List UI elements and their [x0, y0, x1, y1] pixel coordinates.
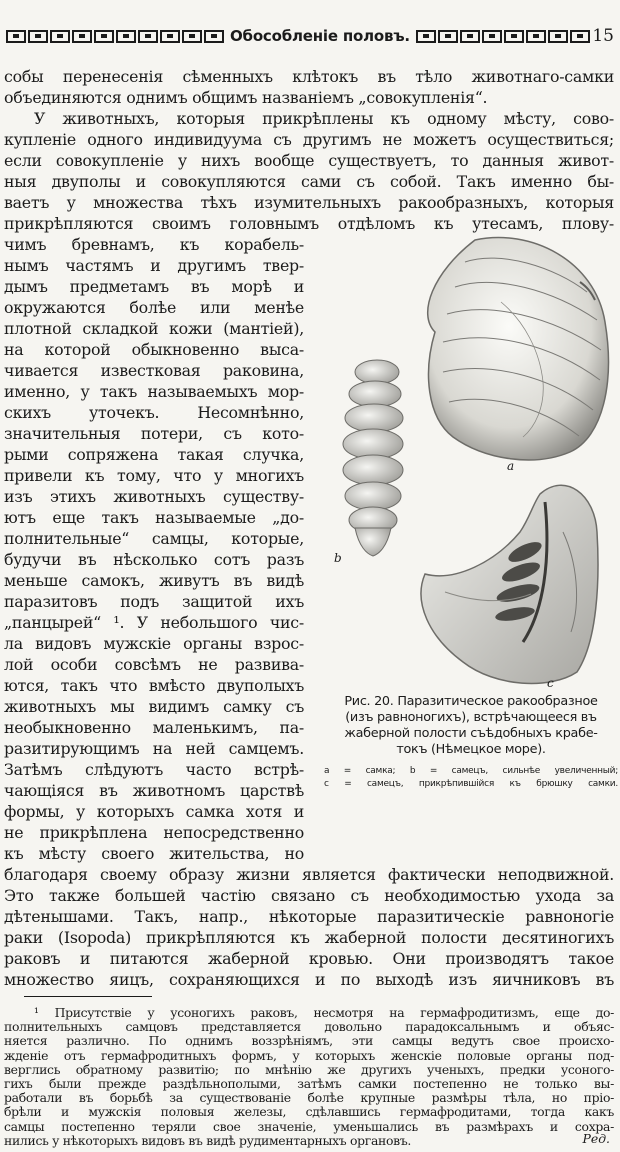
column-line: разитирующимъ на ней самцемъ.	[4, 739, 304, 758]
footnote-editor-mark: Ред.	[582, 1130, 610, 1146]
column-line: полнительные“ самцы, которые,	[4, 529, 304, 548]
column-line: лой особи совсѣмъ не развива-	[4, 655, 304, 674]
specimen-c	[421, 485, 598, 683]
column-line: чимъ бревнамъ, къ корабель-	[4, 235, 304, 254]
footnote-line: няется различно. По однимъ воззрѣніямъ, эти самцы ведутъ свое происхо-	[4, 1033, 614, 1049]
body-line: благодаря своему образу жизни является фактически неподвижной.	[4, 865, 614, 884]
column-line: ются, такъ что вмѣсто двуполыхъ	[4, 676, 304, 695]
body-line: множество яицъ, сохраняющихся и по выходѣ изъ яичниковъ въ	[4, 970, 614, 989]
figure-caption	[324, 694, 618, 758]
body-line: ныя двуполы и совокупляются сами съ собой. Такъ именно бы-	[4, 172, 614, 191]
column-line: чивается известковая раковина,	[4, 361, 304, 380]
column-line: ютъ еще такъ называемые „до-	[4, 508, 304, 527]
specimen-a	[428, 238, 609, 460]
column-line: нымъ частямъ и другимъ твер-	[4, 256, 304, 275]
footnote-line: брѣли и мужскія половыя железы, сдѣлавшись гермафродитами, тогда какъ	[4, 1104, 614, 1120]
body-line: ваетъ у множества тѣхъ изумительныхъ ракообразныхъ, которыя	[4, 193, 614, 212]
column-line: Затѣмъ слѣдуютъ часто встрѣ-	[4, 760, 304, 779]
column-line: къ мѣсту своего жительства, но	[4, 844, 304, 863]
body-line: дѣтенышами. Такъ, напр., нѣкоторые паразитическіе равноногіе	[4, 907, 614, 926]
column-line: формы, у которыхъ самка хотя и	[4, 802, 304, 821]
column-line: плотной складкой кожи (мантіей),	[4, 319, 304, 338]
body-line: собы перенесенія сѣменныхъ клѣтокъ въ тѣло животнаго-самки	[4, 67, 614, 86]
column-line: скихъ уточекъ. Несомнѣнно,	[4, 403, 304, 422]
legend-line: c = самецъ, прикрѣпившійся къ брюшку самки.	[324, 779, 618, 789]
column-line: привели къ тому, что у многихъ	[4, 466, 304, 485]
figure-label-c: c	[547, 676, 554, 690]
body-line: если совокупленіе у нихъ вообще существуетъ, то данныя живот-	[4, 151, 614, 170]
column-line: необыкновенно маленькимъ, па-	[4, 718, 304, 737]
body-line: Это также большей частію связано съ необходимостью ухода за	[4, 886, 614, 905]
column-line: ла видовъ мужскіе органы взрос-	[4, 634, 304, 653]
column-line: значительныя потери, съ кото-	[4, 424, 304, 443]
column-line: чающіяся въ животномъ царствѣ	[4, 781, 304, 800]
figure-legend	[324, 765, 618, 791]
column-line: будучи въ нѣсколько сотъ разъ	[4, 550, 304, 569]
caption-line: жаберной полости съѣдобныхъ крабе-	[344, 726, 598, 741]
figure-label-b: b	[334, 551, 342, 565]
footnote-line: ¹ Присутствіе у усоногихъ раковъ, несмотря на гермафродитизмъ, еще до-	[34, 1005, 614, 1020]
body-line: объединяются однимъ общимъ названіемъ „совокупленія“.	[4, 88, 488, 107]
caption-line: (изъ равноногихъ), встрѣчающееся въ	[345, 710, 597, 725]
body-line: раковъ и питаются жаберной кровью. Они производятъ такое	[4, 949, 614, 968]
column-line: паразитовъ подъ защитой ихъ	[4, 592, 304, 611]
figure-20-illustration	[325, 232, 617, 692]
caption-line: Рис. 20. Паразитическое ракообразное	[344, 694, 598, 709]
isopod-drawing	[325, 232, 617, 692]
footnote-line: гихъ были прежде раздѣльнополыми, затѣмъ самки постепенно не только вы-	[4, 1076, 614, 1091]
footnote-rule	[24, 996, 152, 997]
footnote-line: самцы постепенно теряли свое значеніе, уменьшались въ размѣрахъ и сохра-	[4, 1118, 614, 1134]
header-ornament-right	[416, 30, 590, 43]
specimen-b	[343, 360, 403, 556]
column-line: меньше самокъ, живутъ въ видѣ	[4, 571, 304, 590]
header-ornament-left	[6, 30, 224, 43]
column-line: на которой обыкновенно выса-	[4, 340, 304, 359]
header-title: Обособленіе половъ.	[230, 27, 410, 45]
body-line: раки (Isopoda) прикрѣпляются къ жаберной полости десятиногихъ	[4, 928, 614, 947]
caption-line: токъ (Нѣмецкое море).	[396, 742, 546, 757]
body-line: прикрѣпляются своимъ головнымъ отдѣломъ къ утесамъ, плову-	[4, 214, 614, 233]
footnote-line: работали въ борьбѣ за существованіе болѣе крупные размѣры тѣла, но пріо-	[4, 1090, 614, 1106]
figure-label-a: a	[507, 459, 515, 473]
column-line: рыми сопряжена такая случка,	[4, 445, 304, 464]
column-line: „панцырей“ ¹. У небольшого чис-	[4, 613, 304, 632]
column-line: окружаются болѣе или менѣе	[4, 298, 304, 317]
footnote-line: жденіе отъ гермафродитныхъ формъ, у которыхъ женскіе половые органы под-	[4, 1047, 614, 1063]
footnote-line: верглись обратному развитію; по мнѣнію же другихъ ученыхъ, предки усоного-	[4, 1061, 614, 1077]
column-line: не прикрѣплена непосредственно	[4, 823, 304, 842]
body-line: купленіе одного индивидуума съ другимъ не можетъ осуществиться;	[4, 130, 614, 149]
footnote-line: нились у нѣкоторыхъ видовъ въ видѣ рудиментарныхъ органовъ.	[4, 1132, 412, 1148]
running-header	[6, 26, 614, 46]
footnote-line: полнительныхъ самцовъ представляется довольно парадоксальнымъ и объяс-	[4, 1019, 614, 1035]
column-line: животныхъ мы видимъ самку съ	[4, 697, 304, 716]
legend-line: a = самка; b = самецъ, сильнѣе увеличенный;	[324, 766, 618, 776]
column-line: изъ этихъ животныхъ существу-	[4, 487, 304, 506]
column-line: дымъ предметамъ въ морѣ и	[4, 277, 304, 296]
page-number: 15	[592, 26, 614, 46]
body-line: У животныхъ, которыя прикрѣплены къ одному мѣсту, сово-	[34, 109, 614, 128]
column-line: именно, у такъ называемыхъ мор-	[4, 382, 304, 401]
